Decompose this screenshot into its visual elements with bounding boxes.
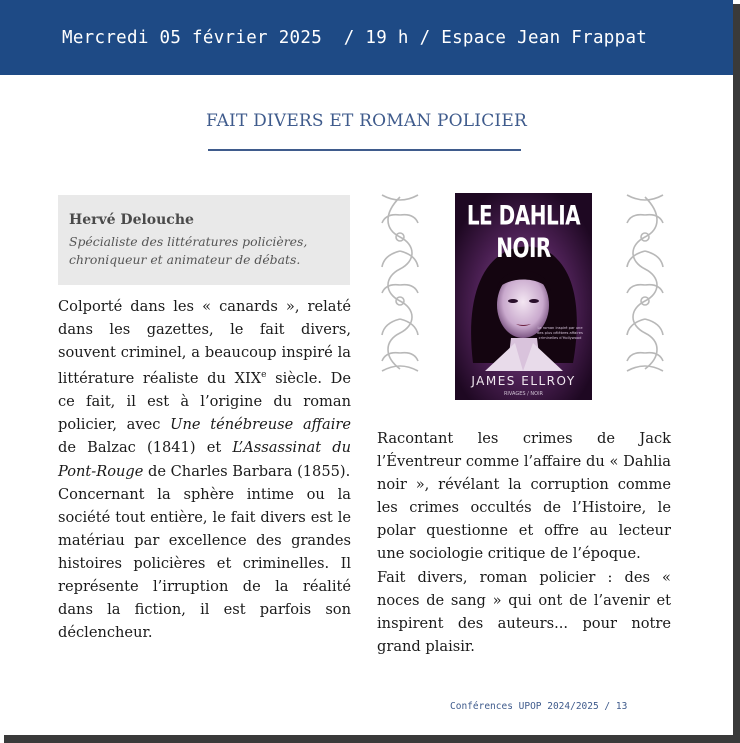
speaker-name: Hervé Delouche [69, 212, 194, 228]
page-footer: Conférences UPOP 2024/2025 / 13 [450, 701, 628, 712]
book-cover-publisher: RIVAGES / NOIR [503, 391, 544, 397]
speaker-box [58, 195, 350, 285]
book-cover-title: LE DAHLIA NOIR [466, 199, 581, 264]
left-paragraph-1 [58, 295, 351, 483]
speaker-role-line2: chroniqueur et animateur de débats. [69, 252, 301, 267]
section-title: FAIT DIVERS ET ROMAN POLICIER [206, 111, 527, 131]
right-paragraph-2: Fait divers, roman policier : des « noces de sang » qui ont de l’avenir et inspirent des auteurs... pour notre grand plaisir. [377, 568, 671, 655]
left-column-text [58, 295, 351, 644]
book-cover-tagline: Le roman inspiré par une des plus célèbres affaires criminelles d’Hollywood [537, 326, 583, 340]
book-title-italic: Une ténébreuse affaire [170, 416, 351, 434]
book-cover-image [455, 193, 592, 400]
text-run: de Charles Barbara (1855). [143, 462, 351, 480]
page-shadow-right [733, 4, 740, 743]
book-cover-author: JAMES ELLROY [471, 374, 576, 388]
page-shadow-bottom [4, 735, 740, 743]
event-date-line: Mercredi 05 février 2025 / 19 h / Espace Jean Frappat [62, 28, 648, 48]
speaker-role-line1: Spécialiste des littératures policières, [69, 234, 308, 249]
book-title-italic: L’Assassinat du Pont-Rouge [58, 439, 351, 480]
event-banner [0, 0, 733, 75]
speaker-role [69, 233, 344, 269]
text-run: siècle. De ce fait, il est à l’origine du roman policier, avec [58, 370, 351, 434]
floral-ornament-right-icon [619, 193, 671, 373]
right-paragraph-1: Racontant les crimes de Jack l’Éventreur comme l’affaire du « Dahlia noir », révélant la corruption comme les crimes occultés de l’Histoire, le polar questionne et offre au lecteur une sociologie critique de l’époque. [377, 430, 671, 563]
text-run: Colporté dans les « canards », relaté dans les gazettes, le fait divers, souvent criminel, a beaucoup inspiré la littérature réaliste du XIX [58, 298, 351, 388]
title-underline [208, 149, 521, 151]
text-run: de Balzac (1841) et [58, 439, 233, 457]
floral-ornament-left-icon [374, 193, 426, 373]
superscript: e [261, 370, 267, 381]
left-paragraph-2: Concernant la sphère intime ou la société tout entière, le fait divers est le matériau par excellence des grandes histoires policières et criminelles. Il représente l’irruption de la réalité dans la fiction, il est parfois son déclencheur. [58, 485, 351, 642]
right-column-text [377, 427, 671, 658]
